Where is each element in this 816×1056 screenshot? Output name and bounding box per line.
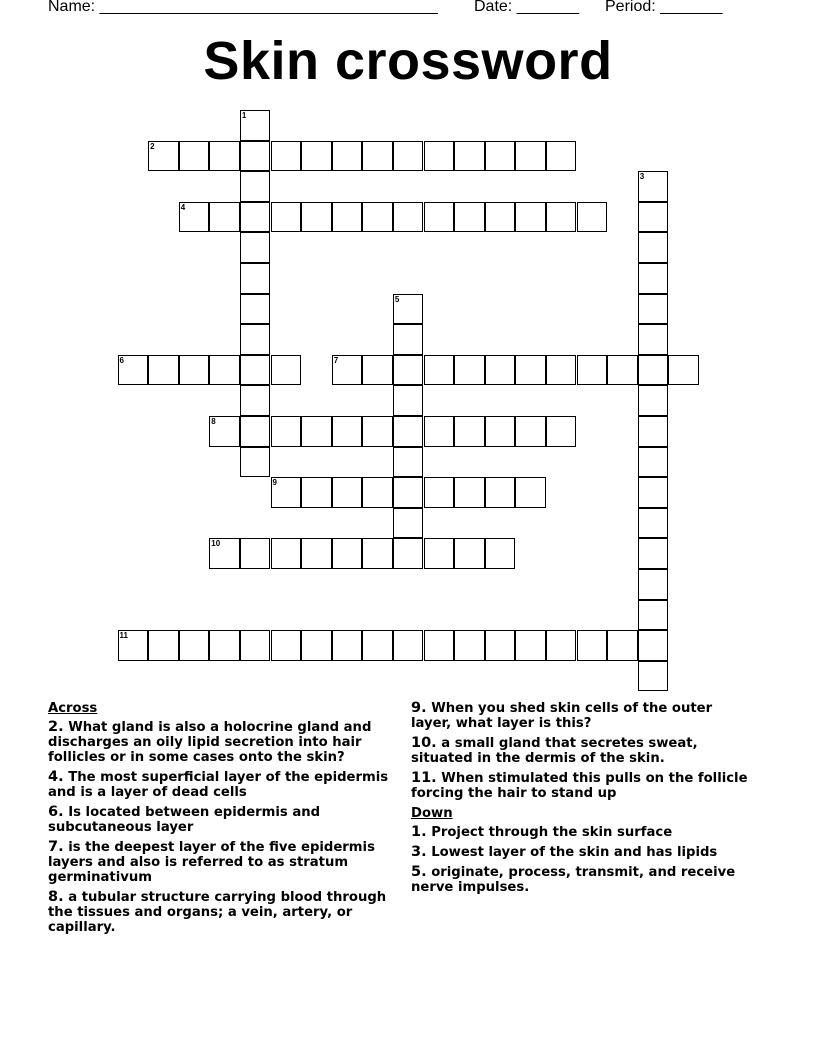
grid-cell[interactable]: [485, 355, 516, 386]
grid-cell[interactable]: [668, 355, 699, 386]
grid-cell[interactable]: [638, 508, 669, 539]
grid-cell[interactable]: [638, 661, 669, 692]
cell-number: 8: [211, 417, 216, 426]
grid-cell[interactable]: [118, 355, 149, 386]
grid-cell[interactable]: [546, 141, 577, 172]
grid-cell[interactable]: [454, 416, 485, 447]
grid-cell[interactable]: [332, 202, 363, 233]
grid-cell[interactable]: [515, 630, 546, 661]
grid-cell[interactable]: [546, 416, 577, 447]
grid-cell[interactable]: [362, 202, 393, 233]
grid-cell[interactable]: [271, 630, 302, 661]
grid-cell[interactable]: [332, 416, 363, 447]
grid-cell[interactable]: [546, 630, 577, 661]
grid-cell[interactable]: [362, 355, 393, 386]
grid-cell[interactable]: [515, 416, 546, 447]
grid-cell[interactable]: [393, 630, 424, 661]
grid-cell[interactable]: [638, 294, 669, 325]
grid-cell[interactable]: [515, 202, 546, 233]
grid-cell[interactable]: [485, 538, 516, 569]
grid-cell[interactable]: [393, 294, 424, 325]
grid-cell[interactable]: [393, 141, 424, 172]
grid-cell[interactable]: [393, 538, 424, 569]
grid-cell[interactable]: [240, 630, 271, 661]
grid-cell[interactable]: [332, 355, 363, 386]
grid-cell[interactable]: [485, 202, 516, 233]
grid-cell[interactable]: [301, 141, 332, 172]
grid-cell[interactable]: [271, 538, 302, 569]
grid-cell[interactable]: [148, 630, 179, 661]
grid-cell[interactable]: [118, 630, 149, 661]
grid-cell[interactable]: [424, 202, 455, 233]
grid-cell[interactable]: [393, 355, 424, 386]
grid-cell[interactable]: [638, 600, 669, 631]
grid-cell[interactable]: [638, 447, 669, 478]
grid-cell[interactable]: [546, 202, 577, 233]
grid-cell[interactable]: [209, 416, 240, 447]
grid-cell[interactable]: [577, 202, 608, 233]
cell-number: 5: [394, 294, 400, 304]
grid-cell[interactable]: [638, 416, 669, 447]
grid-cell[interactable]: [209, 355, 240, 386]
grid-cell[interactable]: [638, 355, 669, 386]
grid-cell[interactable]: [332, 630, 363, 661]
grid-cell[interactable]: [638, 232, 669, 263]
cell-number: 9: [272, 478, 277, 488]
grid-cell[interactable]: [638, 263, 669, 294]
grid-cell[interactable]: [638, 202, 669, 233]
grid-cell[interactable]: [240, 538, 271, 569]
grid-cell[interactable]: [362, 141, 393, 172]
cell-number: 10: [211, 539, 221, 549]
grid-cell[interactable]: [638, 538, 669, 569]
grid-cell[interactable]: [240, 294, 271, 325]
grid-cell[interactable]: [301, 477, 332, 508]
grid-cell[interactable]: [240, 385, 271, 416]
grid-cell[interactable]: [332, 477, 363, 508]
clue-down-1: 1. Project through the skin surface: [411, 824, 673, 840]
clue-across-8: 8. a tubular structure carrying blood through the tissues and organs; a vein, artery, or capillary.: [48, 889, 387, 935]
page-title: Skin crossword: [203, 31, 613, 91]
grid-cell[interactable]: [362, 538, 393, 569]
clue-down-3: 3. Lowest layer of the skin and has lipids: [411, 844, 718, 860]
grid-cell[interactable]: [209, 141, 240, 172]
grid-cell[interactable]: [393, 202, 424, 233]
grid-cell[interactable]: [393, 385, 424, 416]
clue-across-4: 4. The most superficial layer of the epidermis and is a layer of dead cells: [48, 769, 389, 800]
grid-cell[interactable]: [454, 355, 485, 386]
grid-cell[interactable]: [271, 202, 302, 233]
grid-cell[interactable]: [179, 630, 210, 661]
cell-number: 6: [119, 355, 124, 365]
grid-cell[interactable]: [179, 355, 210, 386]
down-heading: Down: [411, 806, 453, 821]
grid-cell[interactable]: [393, 508, 424, 539]
grid-cell[interactable]: [454, 538, 485, 569]
grid-cell[interactable]: [393, 416, 424, 447]
grid-cell[interactable]: [424, 630, 455, 661]
grid-cell[interactable]: [240, 355, 271, 386]
grid-cell[interactable]: [485, 477, 516, 508]
grid-cell[interactable]: [301, 538, 332, 569]
grid-cell[interactable]: [424, 141, 455, 172]
clue-across-6: 6. Is located between epidermis and subcutaneous layer: [48, 804, 321, 835]
grid-cell[interactable]: [638, 630, 669, 661]
date-field-label[interactable]: Date: _______: [474, 0, 579, 15]
cell-number: 4: [180, 202, 186, 212]
grid-cell[interactable]: [332, 538, 363, 569]
grid-cell[interactable]: [393, 447, 424, 478]
grid-cell[interactable]: [240, 110, 271, 141]
grid-cell[interactable]: [148, 141, 179, 172]
grid-cell[interactable]: [148, 355, 179, 386]
grid-cell[interactable]: [485, 141, 516, 172]
grid-cell[interactable]: [577, 630, 608, 661]
across-heading: Across: [48, 701, 98, 716]
grid-cell[interactable]: [454, 202, 485, 233]
grid-cell[interactable]: [362, 477, 393, 508]
grid-cell[interactable]: [240, 141, 271, 172]
clue-down-5: 5. originate, process, transmit, and receive nerve impulses.: [411, 864, 736, 895]
cell-number: 7: [333, 355, 339, 365]
clue-across-10: 10. a small gland that secretes sweat, situated in the dermis of the skin.: [411, 735, 698, 766]
grid-cell[interactable]: [240, 324, 271, 355]
grid-cell[interactable]: [240, 447, 271, 478]
clue-across-11: 11. When stimulated this pulls on the follicle forcing the hair to stand up: [411, 770, 748, 801]
grid-cell[interactable]: [393, 324, 424, 355]
grid-cell[interactable]: [240, 232, 271, 263]
grid-cell[interactable]: [638, 569, 669, 600]
grid-cell[interactable]: [424, 416, 455, 447]
grid-cell[interactable]: [454, 630, 485, 661]
grid-cell[interactable]: [240, 202, 271, 233]
grid-cell[interactable]: [638, 385, 669, 416]
grid-cell[interactable]: [607, 630, 638, 661]
grid-cell[interactable]: [638, 324, 669, 355]
grid-cell[interactable]: [209, 630, 240, 661]
clues-column-left: [48, 701, 408, 940]
grid-cell[interactable]: [271, 416, 302, 447]
grid-cell[interactable]: [179, 202, 210, 233]
grid-cell[interactable]: [638, 477, 669, 508]
grid-cell[interactable]: [638, 171, 669, 202]
grid-cell[interactable]: [240, 171, 271, 202]
clue-across-9: 9. When you shed skin cells of the outer layer, what layer is this?: [411, 700, 713, 731]
cell-number: 3: [639, 172, 645, 182]
grid-cell[interactable]: [485, 630, 516, 661]
cell-number: 2: [150, 141, 155, 151]
grid-cell[interactable]: [332, 141, 363, 172]
grid-cell[interactable]: [607, 355, 638, 386]
grid-cell[interactable]: [271, 355, 302, 386]
grid-cell[interactable]: [393, 477, 424, 508]
grid-cell[interactable]: [546, 355, 577, 386]
grid-cell[interactable]: [209, 202, 240, 233]
grid-cell[interactable]: [271, 477, 302, 508]
grid-cell[interactable]: [454, 477, 485, 508]
grid-cell[interactable]: [362, 630, 393, 661]
grid-cell[interactable]: [179, 141, 210, 172]
cell-number: 1: [241, 111, 247, 120]
grid-cell[interactable]: [454, 141, 485, 172]
period-field-label[interactable]: Period: _______: [605, 0, 723, 15]
grid-cell[interactable]: [240, 263, 271, 294]
clue-across-7: 7. is the deepest layer of the five epidermis layers and also is referred to as stratum germinativum: [48, 839, 375, 885]
grid-cell[interactable]: [362, 416, 393, 447]
name-field-label[interactable]: Name: ______________________________________: [48, 0, 438, 15]
clue-across-2: 2. What gland is also a holocrine gland and discharges an oily lipid secretion into hair follicles or in some cases onto the skin?: [48, 719, 372, 765]
grid-cell[interactable]: [301, 630, 332, 661]
grid-cell[interactable]: [424, 538, 455, 569]
clues-column-right: [411, 701, 756, 900]
grid-cell[interactable]: [424, 355, 455, 386]
grid-cell[interactable]: [301, 416, 332, 447]
grid-cell[interactable]: [240, 416, 271, 447]
cell-number: 11: [119, 631, 128, 641]
grid-cell[interactable]: [209, 538, 240, 569]
grid-cell[interactable]: [424, 477, 455, 508]
grid-cell[interactable]: [577, 355, 608, 386]
grid-cell[interactable]: [271, 141, 302, 172]
grid-cell[interactable]: [515, 141, 546, 172]
grid-cell[interactable]: [485, 416, 516, 447]
grid-cell[interactable]: [515, 355, 546, 386]
grid-cell[interactable]: [515, 477, 546, 508]
grid-cell[interactable]: [301, 202, 332, 233]
